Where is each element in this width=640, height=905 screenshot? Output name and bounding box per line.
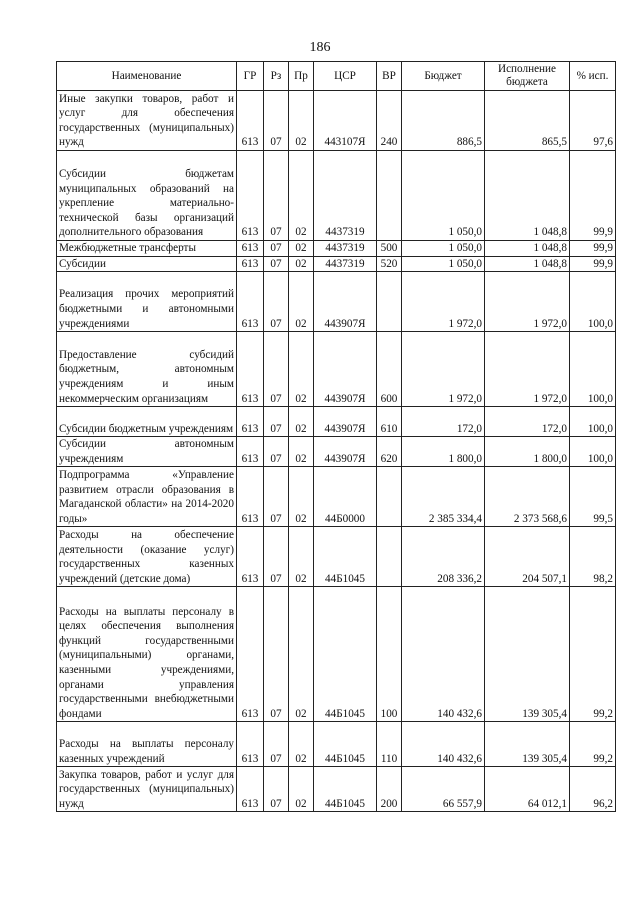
row-csr: 443907Я xyxy=(314,272,377,332)
row-execution: 139 305,4 xyxy=(485,722,570,767)
row-budget: 1 050,0 xyxy=(402,151,485,241)
row-budget: 1 972,0 xyxy=(402,272,485,332)
table-row xyxy=(57,467,616,527)
row-rz: 07 xyxy=(264,256,289,272)
row-name: Реализация прочих мероприятий бюджетными и автономными учреждениями xyxy=(57,272,237,332)
table-row xyxy=(57,332,616,407)
table-header xyxy=(57,62,616,91)
row-vr: 600 xyxy=(377,332,402,407)
row-execution: 1 048,8 xyxy=(485,151,570,241)
col-header-rz: Рз xyxy=(264,62,289,91)
row-gr: 613 xyxy=(237,467,264,527)
col-header-name: Наименование xyxy=(57,62,237,91)
row-name: Иные закупки товаров, работ и услуг для обеспечения государственных (муниципальных) нужд xyxy=(57,91,237,151)
row-csr: 44Б1045 xyxy=(314,587,377,722)
row-vr: 610 xyxy=(377,407,402,437)
row-vr: 200 xyxy=(377,767,402,812)
row-vr: 110 xyxy=(377,722,402,767)
row-percent: 99,9 xyxy=(570,151,616,241)
row-execution: 1 972,0 xyxy=(485,272,570,332)
row-percent: 98,2 xyxy=(570,527,616,587)
row-name: Субсидии бюджетам муниципальных образований на укрепление материально-технической базы организаций дополнительного образования xyxy=(57,151,237,241)
row-csr: 44Б1045 xyxy=(314,767,377,812)
row-rz: 07 xyxy=(264,467,289,527)
row-name: Предоставление субсидий бюджетным, автономным учреждениям и иным некоммерческим организациям xyxy=(57,332,237,407)
row-execution: 204 507,1 xyxy=(485,527,570,587)
row-execution: 1 048,8 xyxy=(485,256,570,272)
table-row xyxy=(57,241,616,257)
row-vr: 620 xyxy=(377,437,402,467)
row-pr: 02 xyxy=(289,151,314,241)
row-gr: 613 xyxy=(237,332,264,407)
table-row xyxy=(57,91,616,151)
table-row xyxy=(57,407,616,437)
row-percent: 100,0 xyxy=(570,407,616,437)
row-rz: 07 xyxy=(264,767,289,812)
row-pr: 02 xyxy=(289,407,314,437)
row-pr: 02 xyxy=(289,332,314,407)
col-header-percent: % исп. xyxy=(570,62,616,91)
row-name: Расходы на обеспечение деятельности (оказание услуг) государственных казенных учреждений (детские дома) xyxy=(57,527,237,587)
row-execution: 2 373 568,6 xyxy=(485,467,570,527)
row-csr: 4437319 xyxy=(314,256,377,272)
row-name: Межбюджетные трансферты xyxy=(57,241,237,257)
row-pr: 02 xyxy=(289,767,314,812)
row-vr xyxy=(377,527,402,587)
row-budget: 1 800,0 xyxy=(402,437,485,467)
row-pr: 02 xyxy=(289,527,314,587)
row-name: Закупка товаров, работ и услуг для государственных (муниципальных) нужд xyxy=(57,767,237,812)
row-vr: 500 xyxy=(377,241,402,257)
table-row xyxy=(57,767,616,812)
row-rz: 07 xyxy=(264,407,289,437)
col-header-gr: ГР xyxy=(237,62,264,91)
row-percent: 97,6 xyxy=(570,91,616,151)
col-header-csr: ЦСР xyxy=(314,62,377,91)
row-name: Расходы на выплаты персоналу казенных учреждений xyxy=(57,722,237,767)
row-budget: 140 432,6 xyxy=(402,587,485,722)
row-pr: 02 xyxy=(289,437,314,467)
row-csr: 443107Я xyxy=(314,91,377,151)
row-rz: 07 xyxy=(264,722,289,767)
row-budget: 172,0 xyxy=(402,407,485,437)
row-budget: 1 050,0 xyxy=(402,256,485,272)
row-name: Субсидии автономным учреждениям xyxy=(57,437,237,467)
row-budget: 1 972,0 xyxy=(402,332,485,407)
row-gr: 613 xyxy=(237,407,264,437)
row-vr: 520 xyxy=(377,256,402,272)
row-budget: 140 432,6 xyxy=(402,722,485,767)
row-rz: 07 xyxy=(264,332,289,407)
row-pr: 02 xyxy=(289,272,314,332)
row-rz: 07 xyxy=(264,272,289,332)
table-row xyxy=(57,437,616,467)
row-gr: 613 xyxy=(237,437,264,467)
col-header-pr: Пр xyxy=(289,62,314,91)
row-vr xyxy=(377,151,402,241)
row-csr: 44Б1045 xyxy=(314,527,377,587)
row-percent: 99,5 xyxy=(570,467,616,527)
table-row xyxy=(57,272,616,332)
row-rz: 07 xyxy=(264,437,289,467)
row-gr: 613 xyxy=(237,767,264,812)
row-percent: 99,2 xyxy=(570,722,616,767)
col-header-execution: Исполнение бюджета xyxy=(485,62,570,91)
row-rz: 07 xyxy=(264,527,289,587)
row-vr xyxy=(377,272,402,332)
row-budget: 886,5 xyxy=(402,91,485,151)
row-name: Субсидии бюджетным учреждениям xyxy=(57,407,237,437)
page-number: 186 xyxy=(309,40,331,55)
table-row xyxy=(57,527,616,587)
row-gr: 613 xyxy=(237,241,264,257)
table-row xyxy=(57,256,616,272)
row-execution: 1 972,0 xyxy=(485,332,570,407)
row-rz: 07 xyxy=(264,151,289,241)
row-percent: 96,2 xyxy=(570,767,616,812)
row-rz: 07 xyxy=(264,91,289,151)
row-csr: 44Б1045 xyxy=(314,722,377,767)
col-header-budget: Бюджет xyxy=(402,62,485,91)
row-percent: 99,9 xyxy=(570,241,616,257)
row-execution: 1 048,8 xyxy=(485,241,570,257)
row-csr: 443907Я xyxy=(314,437,377,467)
row-rz: 07 xyxy=(264,241,289,257)
row-execution: 1 800,0 xyxy=(485,437,570,467)
row-pr: 02 xyxy=(289,91,314,151)
row-execution: 64 012,1 xyxy=(485,767,570,812)
row-execution: 172,0 xyxy=(485,407,570,437)
row-vr xyxy=(377,467,402,527)
row-csr: 4437319 xyxy=(314,241,377,257)
row-pr: 02 xyxy=(289,256,314,272)
row-name: Подпрограмма «Управление развитием отрасли образования в Магаданской области» на 2014-2020 годы» xyxy=(57,467,237,527)
table-row xyxy=(57,722,616,767)
row-pr: 02 xyxy=(289,722,314,767)
row-vr: 240 xyxy=(377,91,402,151)
row-gr: 613 xyxy=(237,587,264,722)
row-execution: 139 305,4 xyxy=(485,587,570,722)
row-vr: 100 xyxy=(377,587,402,722)
row-budget: 208 336,2 xyxy=(402,527,485,587)
row-name: Субсидии xyxy=(57,256,237,272)
row-pr: 02 xyxy=(289,241,314,257)
row-budget: 66 557,9 xyxy=(402,767,485,812)
row-percent: 99,2 xyxy=(570,587,616,722)
row-gr: 613 xyxy=(237,272,264,332)
row-csr: 44Б0000 xyxy=(314,467,377,527)
row-gr: 613 xyxy=(237,91,264,151)
row-csr: 4437319 xyxy=(314,151,377,241)
row-gr: 613 xyxy=(237,527,264,587)
row-csr: 443907Я xyxy=(314,332,377,407)
row-rz: 07 xyxy=(264,587,289,722)
row-name: Расходы на выплаты персоналу в целях обеспечения выполнения функций государственными (муниципальными) органами, казенными учреждениями, органами управления государственными внебюджетными фондами xyxy=(57,587,237,722)
row-gr: 613 xyxy=(237,151,264,241)
row-percent: 99,9 xyxy=(570,256,616,272)
row-budget: 1 050,0 xyxy=(402,241,485,257)
row-pr: 02 xyxy=(289,587,314,722)
row-gr: 613 xyxy=(237,722,264,767)
row-pr: 02 xyxy=(289,467,314,527)
table-row xyxy=(57,151,616,241)
budget-table xyxy=(56,61,616,812)
row-csr: 443907Я xyxy=(314,407,377,437)
row-percent: 100,0 xyxy=(570,332,616,407)
row-percent: 100,0 xyxy=(570,437,616,467)
table-body xyxy=(57,91,616,812)
row-execution: 865,5 xyxy=(485,91,570,151)
table-row xyxy=(57,587,616,722)
row-budget: 2 385 334,4 xyxy=(402,467,485,527)
row-gr: 613 xyxy=(237,256,264,272)
row-percent: 100,0 xyxy=(570,272,616,332)
col-header-vr: ВР xyxy=(377,62,402,91)
